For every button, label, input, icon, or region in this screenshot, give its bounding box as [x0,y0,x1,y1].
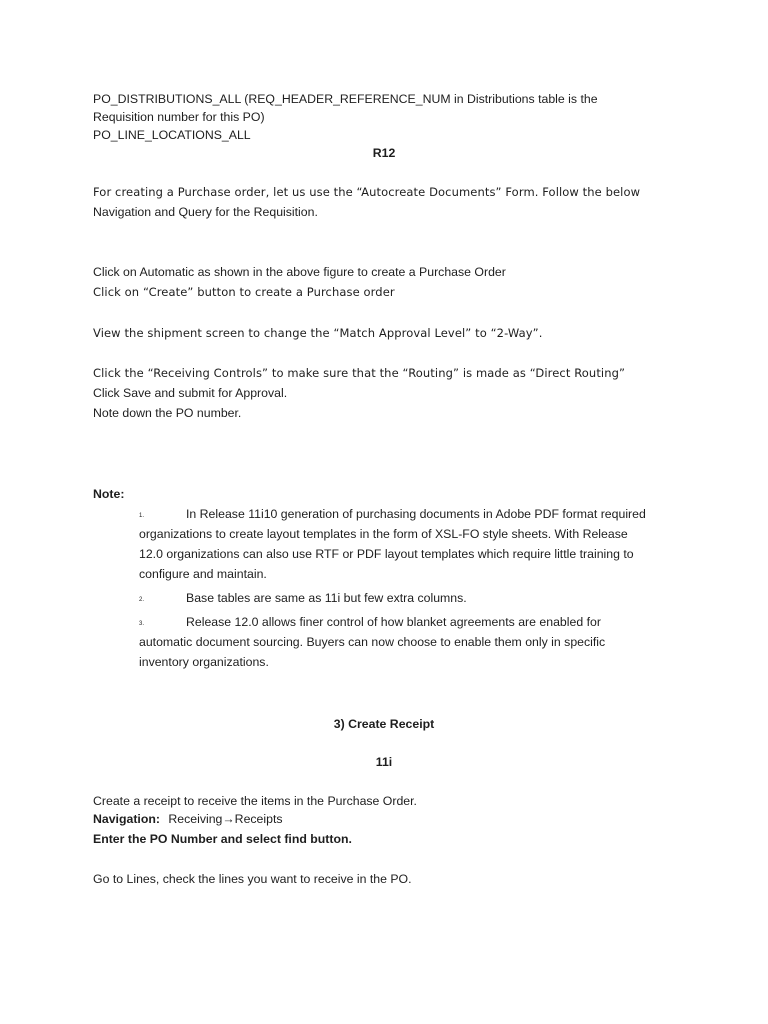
note-item-3-line-3: inventory organizations. [139,655,269,669]
enter-po-text: Enter the PO Number and select find button. [93,832,352,846]
note-item-3-line-2: automatic document sourcing. Buyers can now choose to enable them only in specific [139,635,606,649]
receipt-line-1: Create a receipt to receive the items in the Purchase Order. [93,794,417,808]
note-item-1-line-4: configure and maintain. [139,567,267,581]
r12-heading: R12 [372,146,396,160]
intro-line-2: Requisition number for this PO) [93,110,265,124]
click-automatic-text: Click on Automatic as shown in the above figure to create a Purchase Order [93,265,506,279]
save-submit-text: Click Save and submit for Approval. [93,386,288,400]
note-item-3-line-1: Release 12.0 allows finer control of how blanket agreements are enabled for [186,615,601,629]
click-create-text: Click on “Create” button to create a Purchase order [93,285,395,299]
create-receipt-heading: 3) Create Receipt [333,717,435,731]
note-item-3-number: 3. [139,621,145,627]
note-item-2-number: 2. [139,597,145,603]
note-label: Note: [93,487,125,501]
navigation-path: Receiving→Receipts [168,812,283,826]
note-item-2-line-1: Base tables are same as 11i but few extra columns. [186,591,467,605]
create-po-line-1: For creating a Purchase order, let us use the “Autocreate Documents” Form. Follow the below [93,185,641,199]
intro-line-3: PO_LINE_LOCATIONS_ALL [93,128,251,142]
view-shipment-text: View the shipment screen to change the “Match Approval Level” to “2-Way”. [93,326,543,340]
navigation-line [93,810,283,828]
intro-line-1: PO_DISTRIBUTIONS_ALL (REQ_HEADER_REFERENCE_NUM in Distributions table is the [93,92,598,106]
note-item-1-line-3: 12.0 organizations can also use RTF or PDF layout templates which require little training to [139,547,634,561]
receipt-11i-heading: 11i [375,755,393,769]
note-po-text: Note down the PO number. [93,406,242,420]
receiving-controls-text: Click the “Receiving Controls” to make sure that the “Routing” is made as “Direct Routing” [93,366,626,380]
note-item-1-number: 1. [139,513,145,519]
note-item-1-line-2: organizations to create layout templates in the form of XSL-FO style sheets. With Release [139,527,628,541]
note-item-1-line-1: In Release 11i10 generation of purchasing documents in Adobe PDF format required [186,507,646,521]
create-po-line-2: Navigation and Query for the Requisition. [93,205,318,219]
go-to-lines-text: Go to Lines, check the lines you want to receive in the PO. [93,872,412,886]
navigation-label: Navigation: [93,812,160,826]
